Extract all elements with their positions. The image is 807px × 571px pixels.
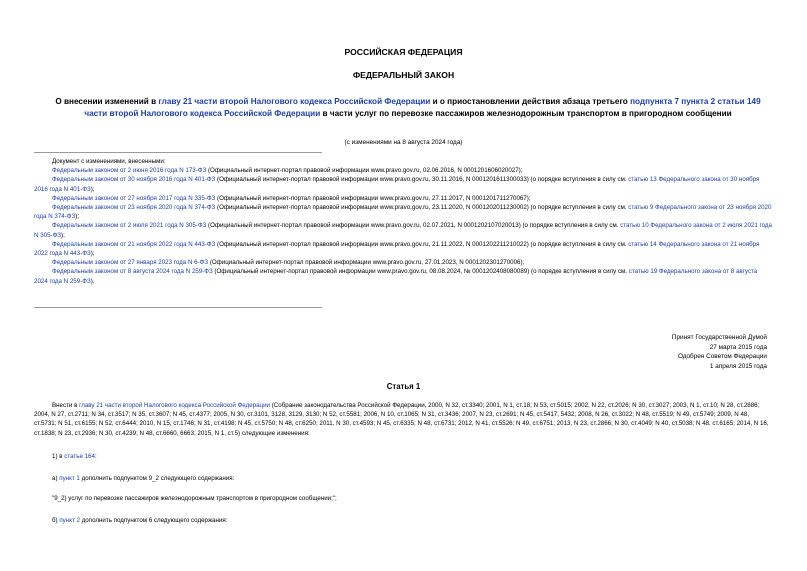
quote-text: "9_2) услуг по перевозке пассажиров железнодорожным транспортом в пригородном сообщении;"; [52, 495, 337, 502]
subitem-a-text-2: дополнить подпунктом 9_2 следующего содержания: [79, 475, 235, 482]
subitem-b-link-point-2[interactable]: пункт 2 [59, 517, 80, 524]
change-effective-link[interactable]: статью 13 Федерального закона от 30 ноября 2016 года N 401-ФЗ [34, 176, 760, 193]
change-details: (Официальный интернет-портал правовой информации www.pravo.gov.ru, 27.01.2023, N 0001202301270006); [208, 259, 525, 267]
country-heading: РОССИЙСКАЯ ФЕДЕРАЦИЯ [344, 47, 463, 57]
document-title [48, 96, 768, 120]
change-law-link[interactable]: Федеральным законом от 2 июня 2016 года N 173-ФЗ [52, 167, 207, 175]
para1-link-chapter-21[interactable]: главу 21 части второй Налогового кодекса Российской Федерации [79, 402, 271, 409]
title-link-article-149[interactable]: подпункта 7 пункта 2 статьи 149 части второй Налогового кодекса Российской Федерации [84, 97, 761, 118]
item1-text-1: 1) в [52, 453, 65, 460]
change-tail: ); [61, 231, 65, 239]
title-text-3: в части услуг по перевозке пассажиров железнодорожным транспортом в пригородном сообщении [320, 109, 732, 118]
acceptance-duma-date: 27 марта 2015 года [709, 343, 767, 351]
title-text-1: О внесении изменений в [55, 97, 159, 106]
change-item [34, 203, 772, 221]
acceptance-duma: Принят Государственной Думой [671, 334, 767, 341]
acceptance-council-date: 1 апреля 2015 года [709, 362, 767, 370]
change-law-link[interactable]: Федеральным законом от 8 августа 2024 года N 259-ФЗ [52, 268, 213, 276]
subitem-b-text-2: дополнить подпунктом 6 следующего содержания: [79, 517, 228, 524]
change-tail: ); [75, 213, 79, 221]
change-details: (Официальный интернет-портал правовой информации www.pravo.gov.ru, 02.07.2021, N 0001202107020013) (о порядке вступления в силу см. [206, 222, 621, 230]
change-details: (Официальный интернет-портал правовой информации www.pravo.gov.ru, 23.11.2020, N 0001202011230002) (о порядке вступления в силу см. [215, 204, 629, 212]
change-item [34, 166, 772, 175]
change-details: (Официальный интернет-портал правовой информации www.pravo.gov.ru, 02.06.2016, N 0001201606020027); [206, 167, 523, 175]
law-type-heading: ФЕДЕРАЛЬНЫЙ ЗАКОН [352, 70, 455, 80]
subitem-a-link-point-1[interactable]: пункт 1 [59, 475, 80, 482]
change-law-link[interactable]: Федеральным законом от 30 ноября 2016 года N 401-ФЗ [52, 176, 216, 184]
change-effective-link[interactable]: статью 9 Федерального закона от 23 ноября 2020 года N 374-ФЗ [34, 204, 772, 221]
top-divider [34, 152, 322, 153]
para1-text-2: (Собрание законодательства Российской Федерации, 2000, N 32, ст.3340; 2001, N 1, ст.18; N 53, ст.5015; 2002, N 22, ст.2026; N 30, ст.3027; 2003, N 1, ст.10; N 28, ст.2886; 2004, N 27, ст.2711; N 34, ст.3517; N 35, ст.3607; N 45, ст.4377; 2005, N 30, ст.3101, 3128, 3129, 3130; N 52, ст.5581; 2006, N 10, ст.1065; N 31, ст.3436; 2007, N 23, ст.2691; N 45, ст.5417, 5432; 2008, N 26, ст.3022; N 48, ст.5519; N 49, ст.5749; 2009, N 48, ст.5731; N 51, ст.6155; N 52, ст.6444; 2010, N 15, ст.1746; N 31, ст.4198; N 45, ст.5750; N 48, ст.6250; 2011, N 30, ст.4593; N 45, ст.6335; N 48, ст.6731; 2012, N 41, ст.5526; N 49, ст.6751; 2013, N 23, ст.2866; N 30, ст.4049; N 40, ст.5038; N 48, ст.6165; 2014, N 16, ст.1838; N 23, ст.2936; N 30, ст.4239; N 48, ст.6660, 6663; 2015, N 1, ст.5) следующие изменения: [34, 402, 769, 437]
article-paragraph-1 [34, 401, 772, 438]
change-tail: ); [90, 185, 95, 193]
subitem-b-text-1: б) [52, 517, 60, 524]
title-link-chapter-21[interactable]: главу 21 части второй Налогового кодекса Российской Федерации [158, 97, 431, 106]
change-item [34, 240, 772, 258]
change-details: (Официальный интернет-портал правовой информации www.pravo.gov.ru, 21.11.2022, N 0001202211210022) (о порядке вступления в силу см. [215, 240, 629, 248]
article-title: Статья 1 [386, 382, 421, 391]
item1-text-2: : [94, 453, 97, 460]
change-law-link[interactable]: Федеральным законом от 27 января 2023 года N 6-ФЗ [52, 259, 209, 267]
change-item [34, 175, 772, 193]
change-law-link[interactable]: Федеральным законом от 23 ноября 2020 года N 374-ФЗ [52, 204, 216, 212]
change-effective-link[interactable]: статью 10 Федерального закона от 2 июля 2021 года N 305-ФЗ [34, 222, 772, 239]
article-subitem-b [34, 516, 772, 525]
changes-list [34, 157, 772, 286]
change-tail: ); [90, 250, 95, 258]
change-details: (Официальный интернет-портал правовой информации www.pravo.gov.ru, 08.08.2024, № 0001202408080089) (о порядке вступления в силу см. [212, 268, 629, 276]
article-subitem-a [34, 474, 772, 483]
changes-intro: Документ с изменениями, внесенными: [52, 158, 166, 165]
change-details: (Официальный интернет-портал правовой информации www.pravo.gov.ru, 30.11.2016, N 0001201611300033) (о порядке вступления в силу см. [215, 176, 629, 184]
acceptance-block [567, 333, 767, 371]
change-item [34, 258, 772, 267]
para1-text-1: Внести в [52, 402, 80, 409]
change-law-link[interactable]: Федеральным законом от 21 ноября 2022 года N 443-ФЗ [52, 240, 216, 248]
title-text-2: и о приостановлении действия абзаца третьего [430, 97, 631, 106]
change-effective-link[interactable]: статью 19 Федерального закона от 8 августа 2024 года N 259-ФЗ [34, 268, 758, 285]
item1-link-article-164[interactable]: статье 164 [64, 453, 95, 460]
acceptance-council: Одобрен Советом Федерации [677, 353, 767, 361]
change-details: (Официальный интернет-портал правовой информации www.pravo.gov.ru, 27.11.2017, N 0001201711270067); [215, 194, 531, 202]
change-tail: ). [90, 277, 95, 285]
change-item [34, 267, 772, 285]
change-effective-link[interactable]: статью 14 Федерального закона от 21 ноября 2022 года N 443-ФЗ [34, 240, 760, 258]
change-item [34, 194, 772, 203]
change-law-link[interactable]: Федеральным законом от 2 июля 2021 года N 305-ФЗ [52, 222, 207, 230]
bottom-divider [34, 307, 322, 308]
change-item [34, 221, 772, 239]
change-law-link[interactable]: Федеральным законом от 27 ноября 2017 года N 335-ФЗ [52, 194, 216, 202]
subitem-a-text-1: а) [52, 475, 60, 482]
article-item-1 [34, 452, 772, 461]
revision-note: (с изменениями на 8 августа 2024 года) [344, 139, 463, 146]
article-quote [34, 494, 772, 503]
